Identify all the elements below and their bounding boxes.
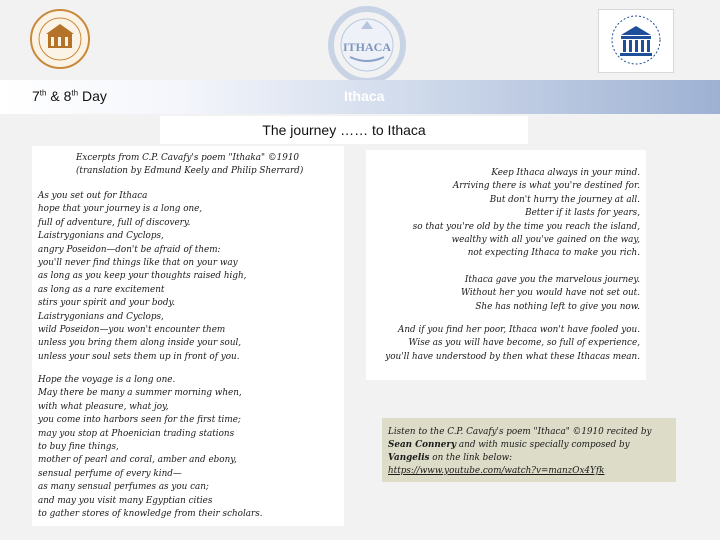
day-label: 7th & 8th Day [32,88,107,104]
unesco-temple-logo-icon [598,9,674,73]
poem-line: hope that your journey is a long one, [38,204,203,215]
poem-line: so that you're old by the time you reach the island, [412,221,640,232]
poem-line: Laistrygonians and Cyclops, [38,311,164,322]
poem-line: Wise as you will have become, so full of experience, [408,338,640,349]
poem-line: as long as a rare excitement [38,284,165,295]
poem-line: you come into harbors seen for the first time; [38,415,241,426]
youtube-link[interactable]: https://www.youtube.com/watch?v=manzOx4Yfk [388,466,605,476]
listen-panel [382,418,676,482]
poem-heading [76,152,303,179]
poem-line: unless you bring them along inside your soul, [38,338,242,349]
poem-line: not expecting Ithaca to make you rich. [467,248,640,259]
poem-heading-line: Excerpts from C.P. Cavafy's poem "Ithaka" ©1910 [76,153,300,163]
poem-line: you'll have understood by then what these Ithacas mean. [385,351,640,362]
poem-stanza-5 [385,324,640,364]
listen-name-vangelis: Vangelis [388,453,430,463]
poem-line: May there be many a summer morning when, [38,388,242,399]
poem-line: And if you find her poor, Ithaca won't have fooled you. [398,325,640,335]
poem-line: as long as you keep your thoughts raised high, [38,271,247,282]
poem-stanza-2 [38,374,263,521]
listen-text [388,426,670,478]
poem-line: But don't hurry the journey at all. [489,194,640,205]
poem-line: unless your soul sets them up in front of you. [38,351,240,362]
poem-left-panel [32,146,344,526]
poem-line: She has nothing left to give you now. [475,301,640,312]
poem-line: wild Poseidon—you won't encounter them [38,325,226,336]
poem-line: to buy fine things, [38,442,119,453]
poem-stanza-3 [413,167,640,261]
poem-stanza-4 [461,274,640,314]
poem-line: you'll never find things like that on your way [38,258,238,269]
poem-line: Arriving there is what you're destined for. [452,181,640,192]
poem-right-panel [366,150,646,380]
poem-line: mother of pearl and coral, amber and ebony, [38,455,237,466]
poem-line: Without her you would have not set out. [460,288,640,299]
poem-line: Keep Ithaca always in your mind. [491,168,640,178]
poem-heading-line: (translation by Edmund Keely and Philip Sherrard) [76,166,304,177]
subtitle-box [160,116,528,144]
poem-line: Laistrygonians and Cyclops, [38,231,164,242]
poem-line: to gather stores of knowledge from their scholars. [38,509,263,520]
poem-line: full of adventure, full of discovery. [38,217,191,228]
logo-ithaca-text: ITHACA [342,40,392,54]
poem-line: and may you visit many Egyptian cities [38,495,213,506]
center-for-hellenic-studies-seal-icon [26,8,94,70]
poem-line: As you set out for Ithaca [38,191,148,201]
poem-line: wealthy with all you've gained on the way, [451,235,640,246]
poem-line: as many sensual perfumes as you can; [38,482,209,493]
poem-line: with what pleasure, what joy, [38,401,169,412]
poem-line: Hope the voyage is a long one. [38,375,176,385]
poem-line: may you stop at Phoenician trading stations [38,428,235,439]
page-title: Ithaca [344,88,385,104]
poem-line: stirs your spirit and your body. [38,298,176,309]
poem-line: Better if it lasts for years, [525,208,640,219]
poem-line: angry Poseidon—don't be afraid of them: [38,244,221,255]
listen-text-part: Listen to the C.P. Cavafy's poem "Ithaca" ©1910 recited by [388,427,652,437]
poem-line: Ithaca gave you the marvelous journey. [464,275,640,285]
poem-stanza-1 [38,190,246,364]
listen-text-part: and with music specially composed by [456,440,630,450]
poem-line: sensual perfume of every kind— [38,468,182,479]
listen-text-part: on the link below: [429,453,513,463]
listen-name-connery: Sean Connery [388,440,457,450]
subtitle: The journey …… to Ithaca [262,122,426,138]
journey-to-ithaca-logo-icon [328,5,406,87]
